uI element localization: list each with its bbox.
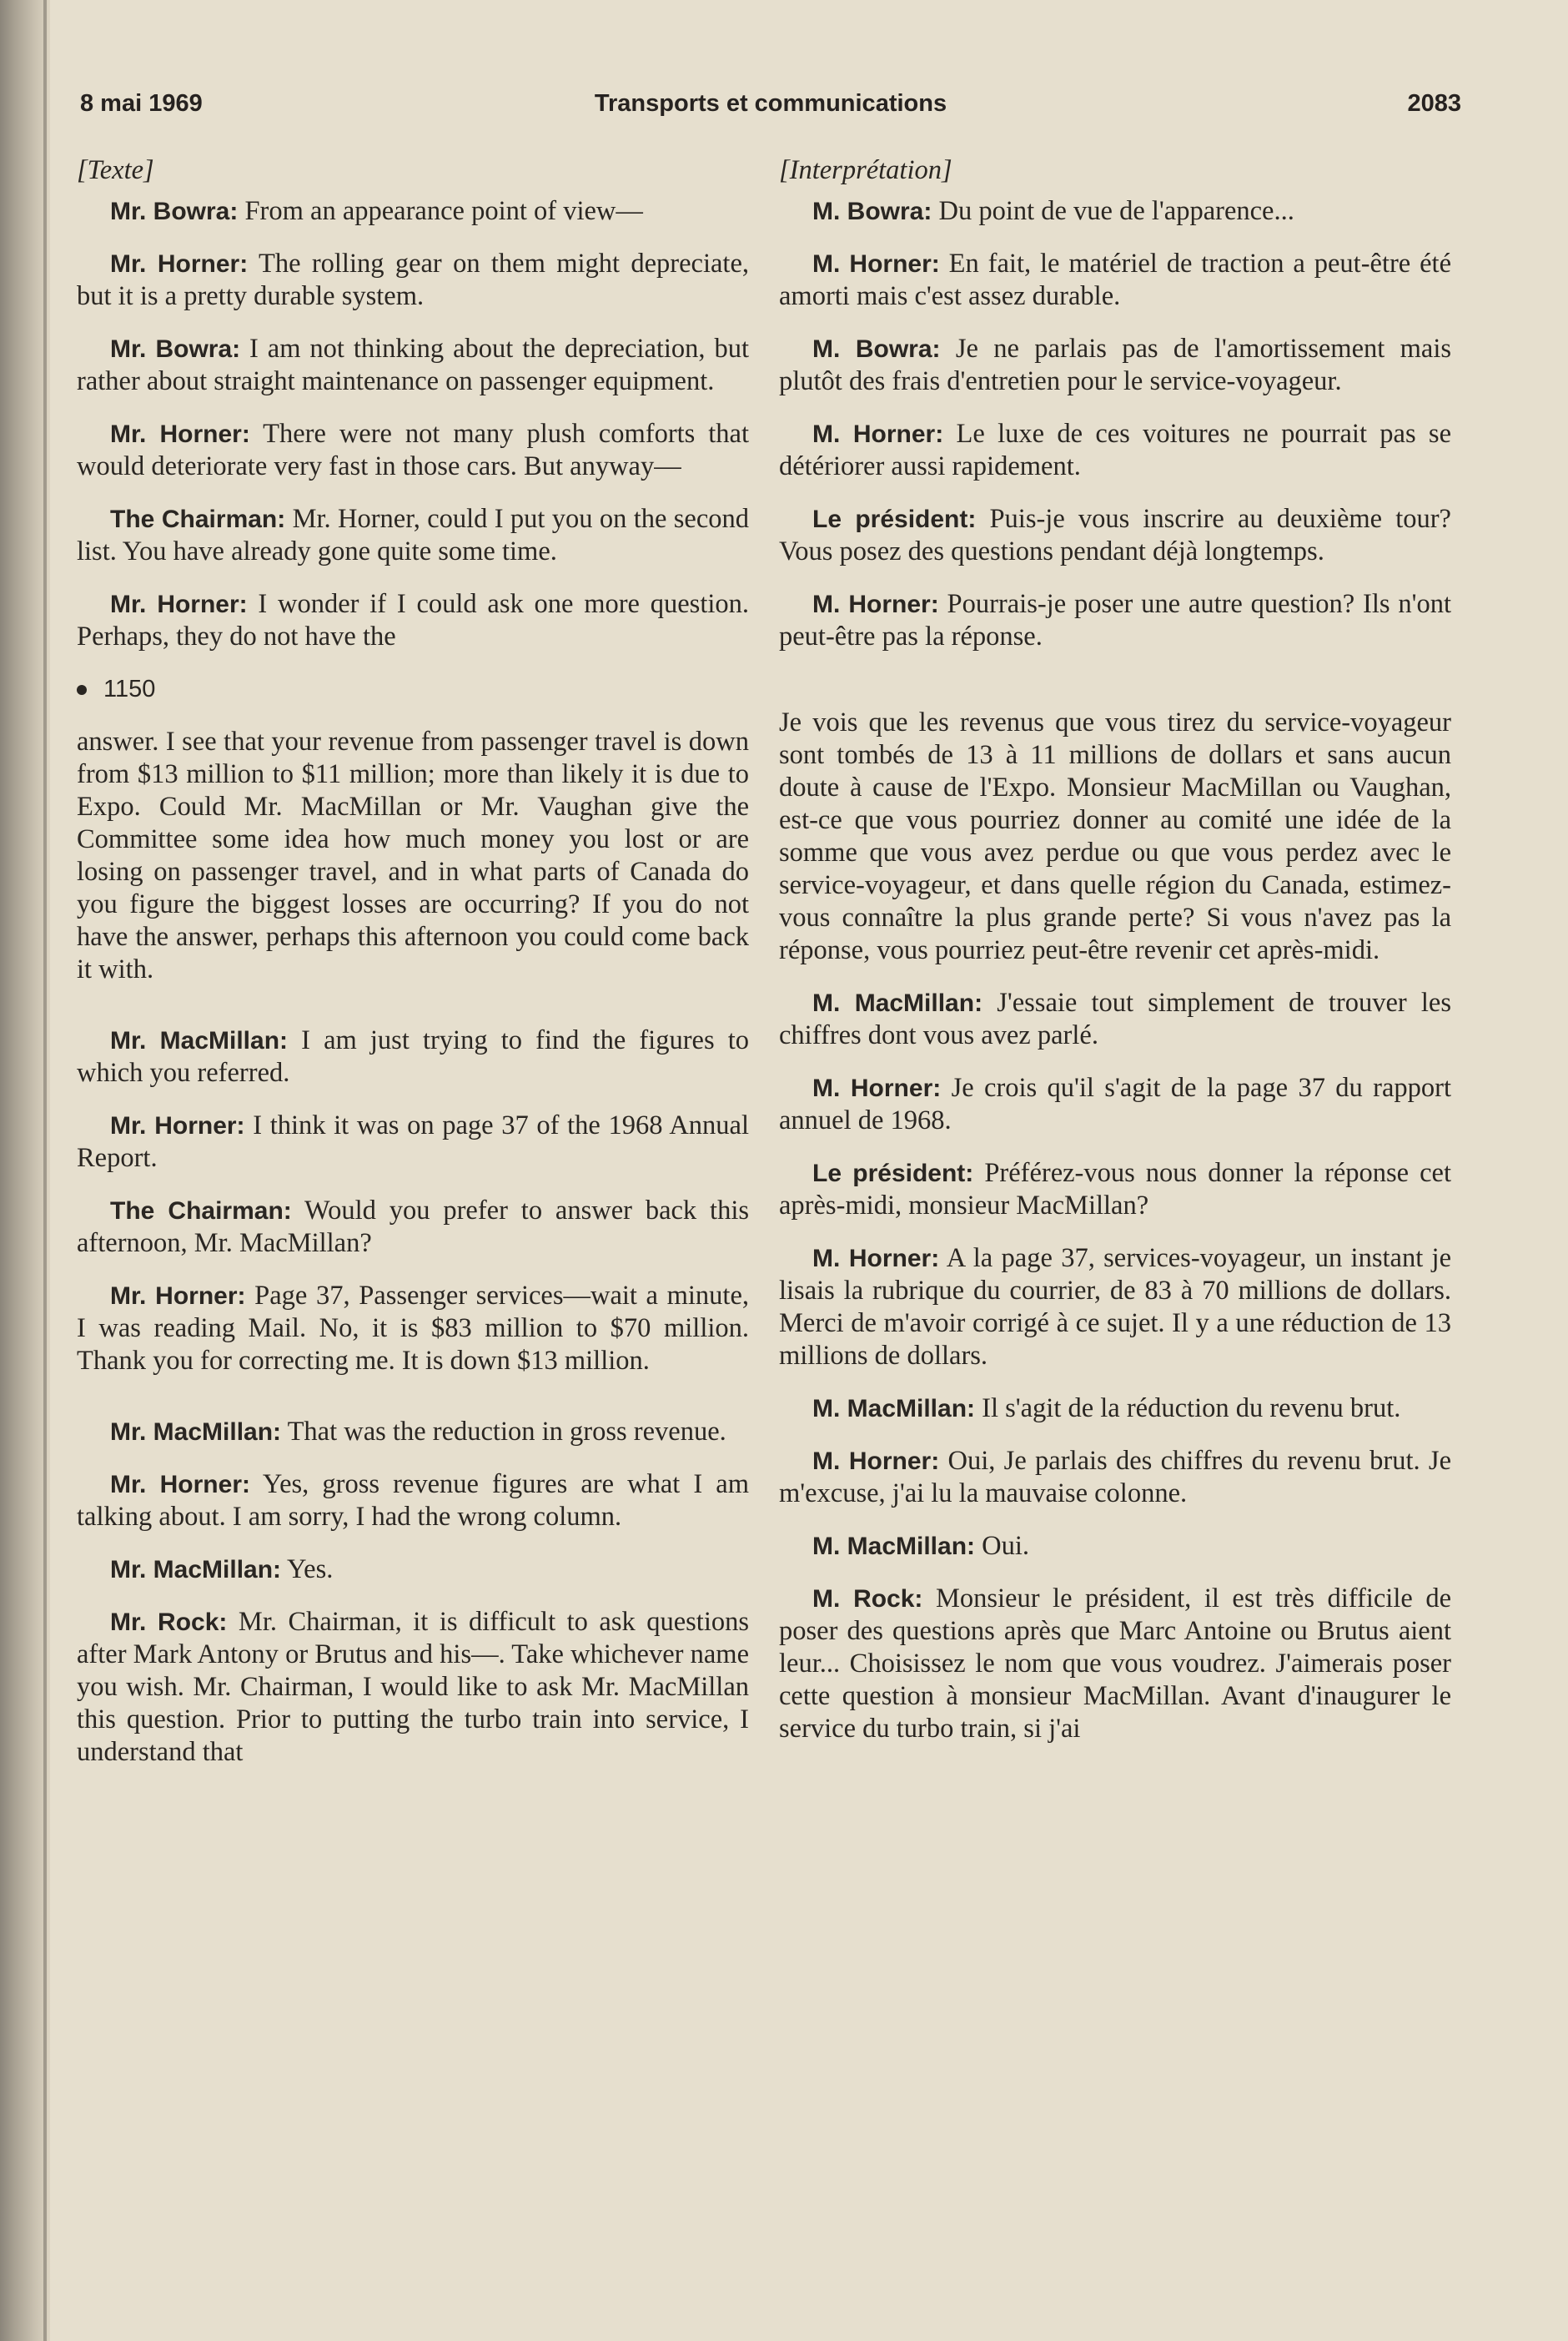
speech-paragraph <box>779 333 1451 398</box>
time-marker-label: 1150 <box>103 676 156 702</box>
time-marker <box>77 673 749 706</box>
page-header <box>80 90 1461 123</box>
speech-paragraph <box>779 987 1451 1052</box>
speaker-name: M. Horner: <box>812 591 939 618</box>
speech-paragraph <box>77 1195 749 1260</box>
text-tag: [Texte] <box>77 155 154 185</box>
speech-text: answer. I see that your revenue from passenger travel is down from $13 million to $11 million; more than likely it is due to Expo. Could Mr. MacMillan or Mr. Vaughan give the Committee some idea how much money you lost or are losing on passenger travel, and in what parts of Canada do you figure the biggest losses are occurring? If you do not have the answer, perhaps this afternoon you could come back it with. <box>77 727 749 984</box>
speech-paragraph <box>779 503 1451 568</box>
speaker-name: Mr. MacMillan: <box>110 1556 282 1583</box>
speech-paragraph <box>77 1110 749 1175</box>
continuation-paragraph <box>779 707 1451 967</box>
header-date: 8 mai 1969 <box>80 90 203 117</box>
speaker-name: Le président: <box>812 1160 974 1187</box>
speaker-name: Mr. Bowra: <box>110 335 241 363</box>
speaker-name: M. Bowra: <box>812 198 932 225</box>
speech-paragraph <box>77 1025 749 1090</box>
speech-text: I think it was on page 37 of the 1968 Annual Report. <box>77 1110 749 1173</box>
continuation-paragraph <box>77 726 749 986</box>
speech-paragraph <box>779 195 1451 228</box>
bullet-icon <box>77 685 87 695</box>
speech-text: Pourrais-je poser une autre question? Ils n'ont peut-être pas la réponse. <box>779 589 1451 652</box>
speaker-name: M. Horner: <box>812 1447 940 1475</box>
speaker-name: M. MacMillan: <box>812 989 983 1017</box>
speech-text: I wonder if I could ask one more question. Perhaps, they do not have the <box>77 589 750 652</box>
speaker-name: Mr. Horner: <box>110 591 248 618</box>
binding-edge <box>43 0 47 2341</box>
speaker-name: M. Horner: <box>812 250 940 278</box>
speech-paragraph <box>77 1468 749 1533</box>
speech-paragraph <box>77 248 749 313</box>
speaker-name: Mr. Horner: <box>110 1471 250 1498</box>
speech-text: Mr. Chairman, it is difficult to ask questions after Mark Antony or Brutus and his—. Take whichever name you wish. Mr. Chairman, I would like to ask Mr. MacMillan this question. Prior to putting the turbo train into service, I understand that <box>77 1607 750 1767</box>
speech-paragraph <box>779 1072 1451 1137</box>
speech-text: Puis-je vous inscrire au deuxième tour? Vous posez des questions pendant déjà longtemps. <box>779 504 1451 566</box>
speaker-name: The Chairman: <box>110 506 286 533</box>
speech-paragraph <box>779 1157 1451 1222</box>
speech-text: I am just trying to find the figures to which you referred. <box>77 1025 749 1088</box>
english-column <box>77 154 749 1789</box>
header-title: Transports et communications <box>594 90 947 117</box>
speech-text: Page 37, Passenger services—wait a minute, I was reading Mail. No, it is $83 million to $70 million. Thank you for correcting me. It is down $13 million. <box>77 1281 749 1376</box>
speech-paragraph <box>779 418 1451 483</box>
speech-text: J'essaie tout simplement de trouver les chiffres dont vous avez parlé. <box>779 988 1452 1050</box>
speech-text: Je vois que les revenus que vous tirez du service-voyageur sont tombés de 13 à 11 millions de dollars et sans aucun doute à cause de l'Expo. Monsieur MacMillan ou Vaughan, est-ce que vous pourriez donner au comité une idée de la somme que vous avez perdue ou que vous perdez avec le service-voyageur, et dans quelle région du Canada, estimez-vous connaître la plus grande perte? Si vous n'avez pas la réponse, vous pourriez peut-être revenir cet après-midi. <box>779 707 1451 965</box>
speech-text: Le luxe de ces voitures ne pourrait pas se détériorer aussi rapidement. <box>779 419 1452 481</box>
speech-paragraph <box>779 1445 1451 1510</box>
speaker-name: Mr. Horner: <box>110 1112 245 1140</box>
speech-text: Mr. Horner, could I put you on the second list. You have already gone quite some time. <box>77 504 749 566</box>
speaker-name: M. Bowra: <box>812 335 941 363</box>
speech-paragraph <box>77 503 749 568</box>
speaker-name: M. MacMillan: <box>812 1533 976 1560</box>
speaker-name: The Chairman: <box>110 1197 292 1225</box>
speech-text: A la page 37, services-voyageur, un instant je lisais la rubrique du courrier, de 83 à 70 millions de dollars. Merci de m'avoir corrigé à ce sujet. Il y a une réduction de 13 millions de dollars. <box>779 1243 1451 1371</box>
speech-text: Du point de vue de l'apparence... <box>932 196 1294 226</box>
interpretation-tag: [Interprétation] <box>779 155 952 185</box>
speaker-name: Le président: <box>812 506 977 533</box>
speech-paragraph <box>77 1416 749 1448</box>
speech-paragraph <box>779 1530 1451 1563</box>
speech-paragraph <box>77 333 749 398</box>
speaker-name: M. Horner: <box>812 1075 942 1102</box>
speaker-name: Mr. MacMillan: <box>110 1027 289 1055</box>
speaker-name: M. Rock: <box>812 1585 923 1613</box>
speech-text: Préférez-vous nous donner la réponse cet après-midi, monsieur MacMillan? <box>779 1158 1451 1221</box>
speech-text: Je crois qu'il s'agit de la page 37 du rapport annuel de 1968. <box>779 1073 1452 1135</box>
speech-text: Yes. <box>281 1554 334 1584</box>
speech-text: Would you prefer to answer back this afternoon, Mr. MacMillan? <box>77 1196 749 1258</box>
speaker-name: M. Horner: <box>812 420 944 448</box>
speaker-name: Mr. Bowra: <box>110 198 239 225</box>
speaker-name: Mr. Rock: <box>110 1608 228 1636</box>
speech-text: Oui. <box>975 1531 1030 1561</box>
page-binding-shadow <box>0 0 50 2341</box>
speech-paragraph <box>77 1280 749 1377</box>
speech-paragraph <box>779 1392 1451 1425</box>
speech-paragraph <box>77 588 749 653</box>
speech-paragraph <box>779 248 1451 313</box>
speech-text: Je ne parlais pas de l'amortissement mais plutôt des frais d'entretien pour le service-voyageur. <box>779 334 1451 396</box>
speaker-name: Mr. Horner: <box>110 1282 246 1310</box>
speech-text: En fait, le matériel de traction a peut-être été amorti mais c'est assez durable. <box>779 249 1452 311</box>
speech-text: Il s'agit de la réduction du revenu brut. <box>975 1393 1401 1423</box>
page-number: 2083 <box>1407 90 1461 117</box>
speaker-name: M. Horner: <box>812 1245 940 1272</box>
speech-paragraph <box>77 418 749 483</box>
speech-text: Oui, Je parlais des chiffres du revenu brut. Je m'excuse, j'ai lu la mauvaise colonne. <box>779 1446 1451 1508</box>
speech-text: The rolling gear on them might depreciate, but it is a pretty durable system. <box>77 249 749 311</box>
speech-paragraph <box>77 1606 749 1769</box>
speech-paragraph <box>779 588 1451 653</box>
speech-paragraph <box>779 1583 1451 1745</box>
speech-text: That was the reduction in gross revenue. <box>281 1417 726 1447</box>
speech-text: There were not many plush comforts that would deteriorate very fast in those cars. But anyway— <box>77 419 749 481</box>
speech-text: Yes, gross revenue figures are what I am talking about. I am sorry, I had the wrong column. <box>77 1469 749 1532</box>
speech-paragraph <box>77 195 749 228</box>
speech-paragraph <box>77 1553 749 1586</box>
speech-text: From an appearance point of view— <box>238 196 643 226</box>
speech-text: I am not thinking about the depreciation, but rather about straight maintenance on passenger equipment. <box>77 334 749 396</box>
speaker-name: Mr. Horner: <box>110 250 249 278</box>
speaker-name: Mr. Horner: <box>110 420 250 448</box>
french-column <box>779 154 1451 1765</box>
speech-paragraph <box>779 1242 1451 1372</box>
speaker-name: Mr. MacMillan: <box>110 1418 282 1446</box>
speaker-name: M. MacMillan: <box>812 1395 976 1422</box>
speech-text: Monsieur le président, il est très difficile de poser des questions après que Marc Antoine ou Brutus aient leur... Choisissez le nom que vous voudrez. J'aimerais poser cette question à monsieur MacMillan. Avant d'inaugurer le service du turbo train, si j'ai <box>779 1583 1451 1744</box>
